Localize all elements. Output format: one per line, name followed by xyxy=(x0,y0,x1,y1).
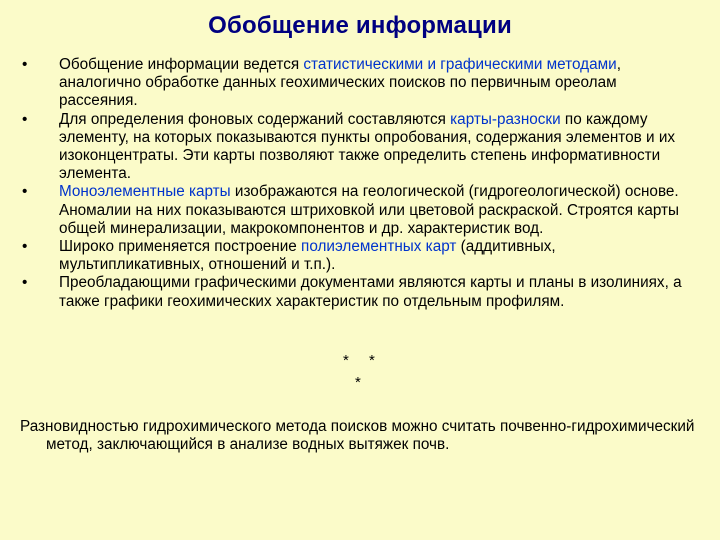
highlighted-term: карты-разноски xyxy=(450,110,561,128)
bullet-text: по каждому элементу, на которых показываются пункты опробования, содержания элементов и их изоконцентраты. Эти карты позволяют также определить степень информативности элемента. xyxy=(59,110,676,183)
bullet-text: Для определения фоновых содержаний составляются xyxy=(59,110,451,128)
bullet-icon: • xyxy=(22,183,28,201)
bullet-icon: • xyxy=(22,238,28,256)
bullet-item xyxy=(20,56,692,111)
highlighted-term: Моноэлементные карты xyxy=(59,183,231,201)
bullet-text: Широко применяется построение xyxy=(59,238,302,256)
bullet-text: Обобщение информации ведется xyxy=(59,56,304,73)
bullet-icon: • xyxy=(22,274,28,292)
separator-stars-top: * * xyxy=(343,352,383,369)
bullet-icon: • xyxy=(22,56,28,73)
bullet-text: изображаются на геологической (гидрогеологической) основе. Аномалии на них показываются штриховкой или цветовой раскраской. Строятся карты общей минерализации, макрокомпонентов и др. характеристик вод. xyxy=(59,183,680,237)
bullet-icon: • xyxy=(22,110,28,128)
bullet-item xyxy=(20,111,692,184)
bullet-text: (аддитивных, мультипликативных, отношений и т.п.). xyxy=(59,238,556,274)
bullet-item xyxy=(20,238,692,274)
slide-title: Обобщение информации xyxy=(208,12,512,39)
separator-stars-bottom: * xyxy=(355,374,361,391)
highlighted-term: полиэлементных карт xyxy=(301,238,457,256)
bullet-text: , аналогично обработке данных геохимических поисков по первичным ореолам рассеяния. xyxy=(59,56,621,110)
bullet-text: Преобладающими графическими документами являются карты и планы в изолиниях, а также графики геохимических характеристик по отдельным профилям. xyxy=(59,274,682,310)
footer-paragraph: Разновидностью гидрохимического метода поисков можно считать почвенно-гидрохимический метод, заключающийся в анализе водных вытяжек почв. xyxy=(20,418,695,454)
bullet-list xyxy=(20,56,692,311)
highlighted-term: статистическими и графическими методами xyxy=(303,56,617,73)
bullet-item xyxy=(20,274,692,310)
bullet-item xyxy=(20,183,692,238)
